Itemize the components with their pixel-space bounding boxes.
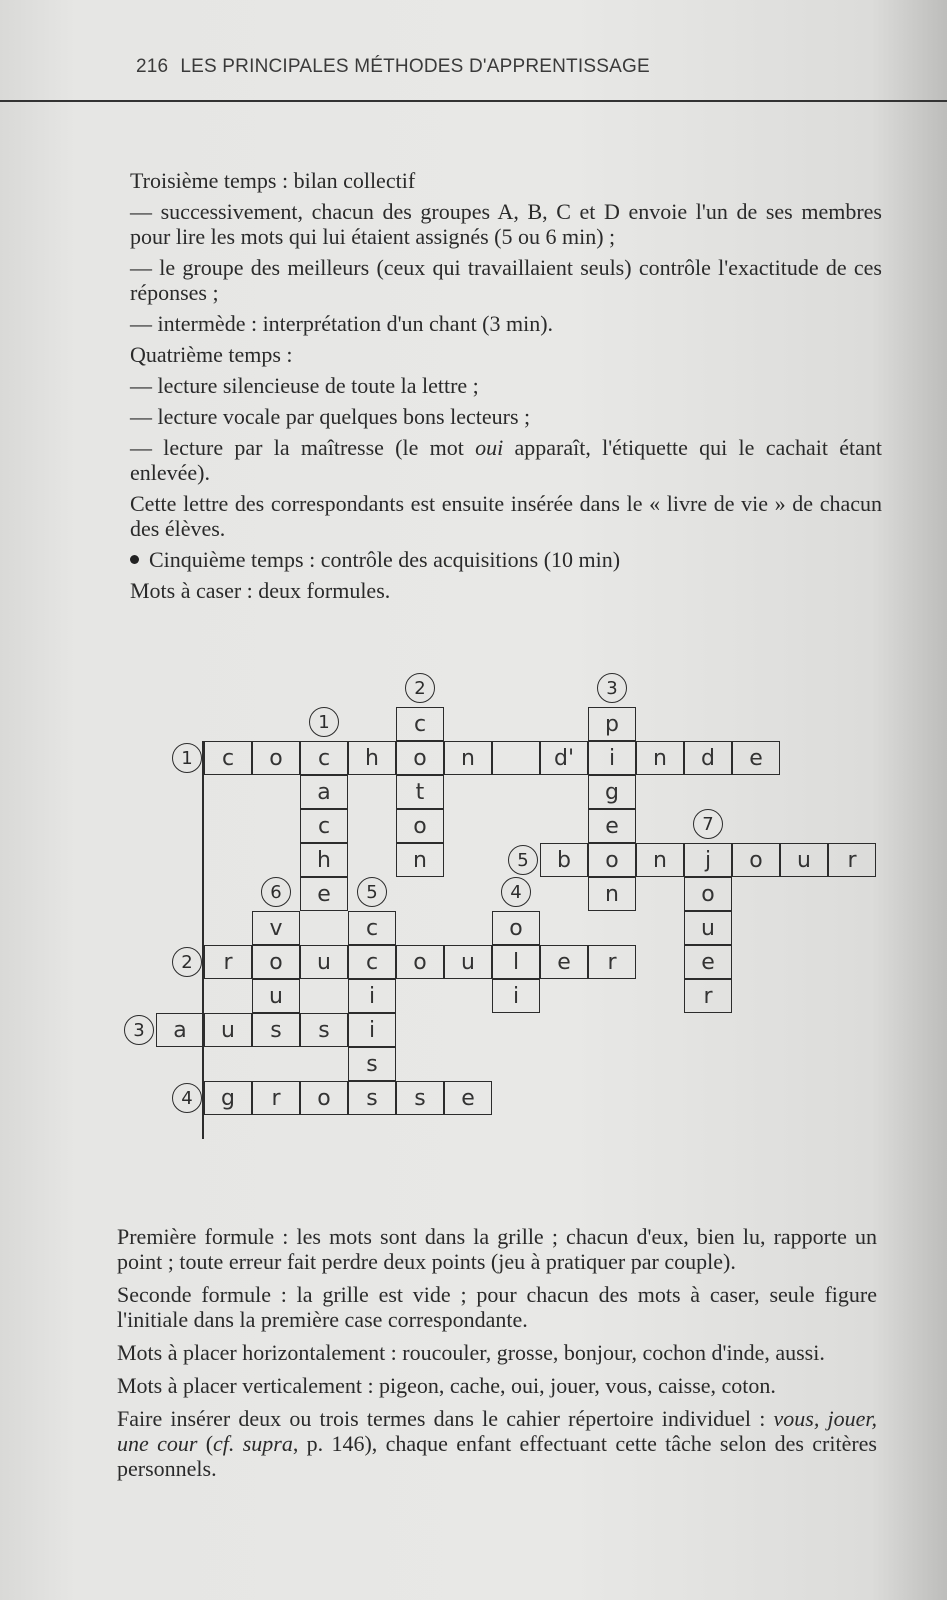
italic-text: cf. supra bbox=[213, 1431, 293, 1456]
crossword-cell: s bbox=[300, 1013, 348, 1047]
bullet-icon bbox=[130, 555, 139, 564]
crossword-cell: e bbox=[300, 877, 348, 911]
text-run: apparaît, l'étiquette qui le cachait étant enlevée). bbox=[130, 435, 882, 485]
clue-number-down-5: 5 bbox=[357, 877, 387, 907]
paragraph: Première formule : les mots sont dans la grille ; chacun d'eux, bien lu, rapporte un point ; toute erreur fait perdre deux points (jeu à pratiquer par couple). bbox=[117, 1224, 877, 1274]
crossword-cell: i bbox=[348, 979, 396, 1013]
top-text-block bbox=[130, 168, 882, 609]
crossword-cell: o bbox=[396, 945, 444, 979]
text-run: — lecture par la maîtresse (le mot bbox=[130, 435, 476, 460]
crossword-cell: o bbox=[492, 911, 540, 945]
crossword-cell: n bbox=[636, 843, 684, 877]
crossword-cell: h bbox=[348, 741, 396, 775]
crossword-cell: e bbox=[732, 741, 780, 775]
running-header bbox=[136, 56, 650, 78]
clue-number-across-1: 1 bbox=[172, 743, 202, 773]
crossword-cell: o bbox=[684, 877, 732, 911]
crossword-cell: s bbox=[396, 1081, 444, 1115]
crossword-cell: o bbox=[396, 741, 444, 775]
clue-number-across-5: 5 bbox=[508, 845, 538, 875]
crossword-cell: h bbox=[300, 843, 348, 877]
clue-number-across-4: 4 bbox=[172, 1083, 202, 1113]
crossword-cell: c bbox=[348, 911, 396, 945]
page-number: 216 bbox=[136, 56, 169, 77]
crossword-cell: u bbox=[684, 911, 732, 945]
clue-number-down-6: 6 bbox=[261, 877, 291, 907]
crossword-cell: e bbox=[684, 945, 732, 979]
crossword-cell: c bbox=[300, 741, 348, 775]
crossword-cell: o bbox=[252, 945, 300, 979]
crossword-cell: e bbox=[444, 1081, 492, 1115]
crossword-cell: j bbox=[684, 843, 732, 877]
clue-number-down-3: 3 bbox=[597, 673, 627, 703]
italic-text: vous, jouer, une cour bbox=[117, 1406, 878, 1456]
bottom-text-block bbox=[117, 1224, 877, 1489]
paragraph bbox=[130, 435, 882, 485]
text-run: Cinquième temps : contrôle des acquisitions (10 min) bbox=[149, 547, 621, 572]
crossword-cell: s bbox=[348, 1047, 396, 1081]
crossword-cell: c bbox=[396, 707, 444, 741]
crossword-cell: d bbox=[684, 741, 732, 775]
crossword-cell: c bbox=[204, 741, 252, 775]
paragraph: Seconde formule : la grille est vide ; pour chacun des mots à caser, seule figure l'initiale dans la première case correspondante. bbox=[117, 1282, 877, 1332]
paragraph: Mots à caser : deux formules. bbox=[130, 578, 391, 603]
paragraph: — intermède : interprétation d'un chant (3 min). bbox=[130, 311, 554, 336]
clue-number-down-4: 4 bbox=[501, 877, 531, 907]
crossword-cell: n bbox=[396, 843, 444, 877]
paragraph: Mots à placer verticalement : pigeon, cache, oui, jouer, vous, caisse, coton. bbox=[117, 1373, 776, 1398]
paragraph bbox=[117, 1406, 877, 1481]
crossword-cell: a bbox=[300, 775, 348, 809]
crossword-cell: c bbox=[300, 809, 348, 843]
paragraph: Mots à placer horizontalement : roucouler, grosse, bonjour, cochon d'inde, aussi. bbox=[117, 1340, 825, 1365]
paragraph: — lecture vocale par quelques bons lecteurs ; bbox=[130, 404, 531, 429]
clue-number-across-2: 2 bbox=[172, 947, 202, 977]
crossword-cell: r bbox=[684, 979, 732, 1013]
crossword-cell: o bbox=[252, 741, 300, 775]
clue-number-down-1: 1 bbox=[309, 707, 339, 737]
crossword-cell: v bbox=[252, 911, 300, 945]
crossword-cell: o bbox=[588, 843, 636, 877]
crossword-cell: g bbox=[204, 1081, 252, 1115]
crossword-cell: u bbox=[204, 1013, 252, 1047]
crossword-cell: e bbox=[540, 945, 588, 979]
text-run: ( bbox=[197, 1431, 214, 1456]
header-rule bbox=[0, 100, 947, 102]
text-run: , p. 146), chaque enfant effectuant cette tâche selon des critères personnels. bbox=[117, 1431, 877, 1481]
crossword-cell: s bbox=[348, 1081, 396, 1115]
crossword-cell: c bbox=[348, 945, 396, 979]
crossword-cell: u bbox=[444, 945, 492, 979]
heading-quatrieme-temps: Quatrième temps : bbox=[130, 342, 293, 367]
crossword-cell: i bbox=[348, 1013, 396, 1047]
crossword-cell: e bbox=[588, 809, 636, 843]
crossword-cell: u bbox=[780, 843, 828, 877]
crossword-cell: g bbox=[588, 775, 636, 809]
crossword-cell: t bbox=[396, 775, 444, 809]
crossword-cell: o bbox=[300, 1081, 348, 1115]
crossword-cell: p bbox=[588, 707, 636, 741]
paragraph: Cette lettre des correspondants est ensuite insérée dans le « livre de vie » de chacun des élèves. bbox=[130, 491, 882, 541]
crossword-cell: u bbox=[300, 945, 348, 979]
clue-number-across-3: 3 bbox=[124, 1015, 154, 1045]
crossword-cell: a bbox=[156, 1013, 204, 1047]
paragraph: — successivement, chacun des groupes A, B, C et D envoie l'un de ses membres pour lire les mots qui lui étaient assignés (5 ou 6 min) ; bbox=[130, 199, 882, 249]
crossword-cell: s bbox=[252, 1013, 300, 1047]
crossword-cell: r bbox=[252, 1081, 300, 1115]
paragraph: — lecture silencieuse de toute la lettre ; bbox=[130, 373, 479, 398]
crossword-cell: l bbox=[492, 945, 540, 979]
crossword-cell: d' bbox=[540, 741, 588, 775]
clue-number-down-7: 7 bbox=[693, 809, 723, 839]
crossword-cell: o bbox=[732, 843, 780, 877]
crossword-cell: i bbox=[492, 979, 540, 1013]
crossword-cell: n bbox=[588, 877, 636, 911]
paragraph: — le groupe des meilleurs (ceux qui travaillaient seuls) contrôle l'exactitude de ces réponses ; bbox=[130, 255, 882, 305]
crossword-cell: r bbox=[828, 843, 876, 877]
crossword-cell: i bbox=[588, 741, 636, 775]
crossword-cell: r bbox=[204, 945, 252, 979]
heading-cinquieme-temps bbox=[130, 547, 882, 572]
crossword-cell: n bbox=[636, 741, 684, 775]
crossword-cell: u bbox=[252, 979, 300, 1013]
italic-word: oui bbox=[475, 435, 504, 460]
heading-troisieme-temps: Troisième temps : bilan collectif bbox=[130, 168, 416, 193]
clue-number-down-2: 2 bbox=[405, 673, 435, 703]
crossword-cell: r bbox=[588, 945, 636, 979]
crossword-cell: n bbox=[444, 741, 492, 775]
text-run: Faire insérer deux ou trois termes dans le cahier répertoire individuel : bbox=[117, 1406, 774, 1431]
crossword-cell: o bbox=[396, 809, 444, 843]
crossword-cell: b bbox=[540, 843, 588, 877]
running-title: LES PRINCIPALES MÉTHODES D'APPRENTISSAGE bbox=[180, 56, 650, 77]
